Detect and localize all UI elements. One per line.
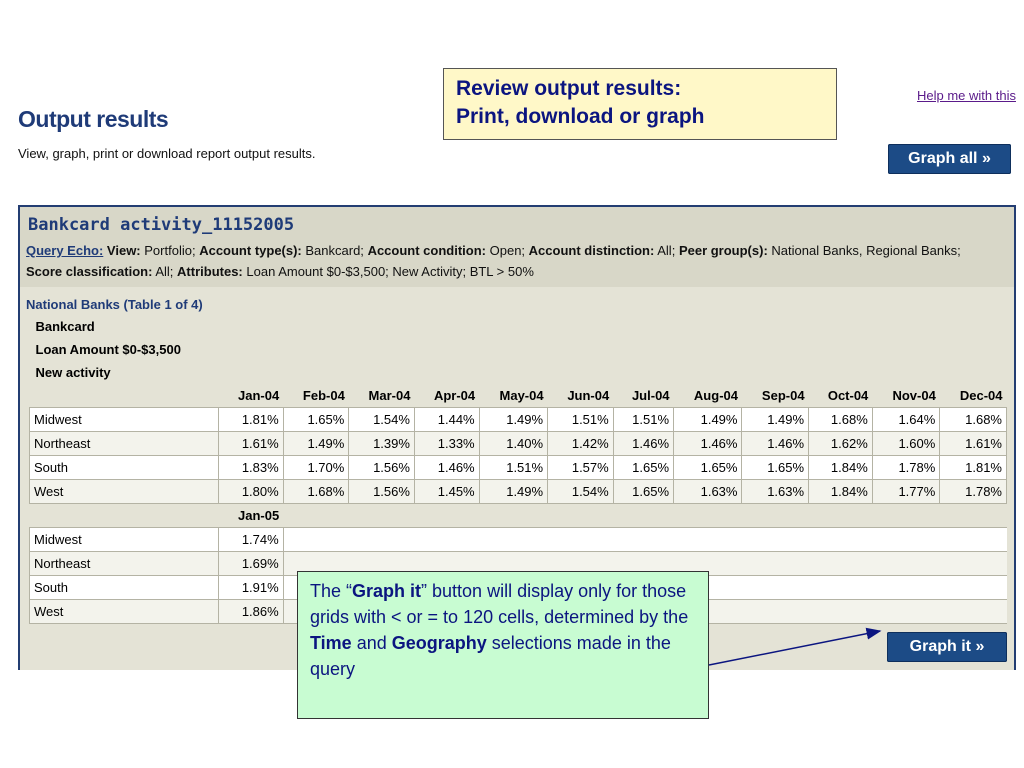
- value-cell: 1.68%: [809, 408, 873, 432]
- region-cell: West: [30, 600, 219, 624]
- value-cell: 1.63%: [742, 480, 809, 504]
- table-header-line-row: [30, 338, 1007, 361]
- callout-line-1: Review output results:: [456, 77, 682, 100]
- table-header-line-row: [30, 361, 1007, 384]
- month-header: Jan-05: [219, 504, 284, 528]
- month-header-spacer: [349, 504, 415, 528]
- qe-peer-group-label: Peer group(s):: [678, 243, 768, 258]
- qe-attributes-label: Attributes:: [177, 264, 243, 279]
- qe-account-condition-label: Account condition:: [367, 243, 486, 258]
- value-cell: 1.56%: [349, 456, 415, 480]
- table-caption: National Banks (Table 1 of 4): [26, 297, 203, 312]
- empty-cell: [940, 600, 1007, 624]
- month-header-spacer: [30, 384, 219, 408]
- month-header: May-04: [479, 384, 547, 408]
- callout-review-output: [443, 68, 837, 140]
- region-cell: South: [30, 576, 219, 600]
- month-header: Jun-04: [548, 384, 614, 408]
- value-cell: 1.77%: [872, 480, 940, 504]
- table-header-line: New activity: [30, 361, 1007, 384]
- month-header: Mar-04: [349, 384, 415, 408]
- page-subtitle: View, graph, print or download report output results.: [18, 146, 316, 161]
- value-cell: 1.49%: [479, 480, 547, 504]
- value-cell: 1.74%: [219, 528, 284, 552]
- note-geography: Geography: [391, 633, 487, 653]
- table-row: [30, 528, 1007, 552]
- value-cell: 1.62%: [809, 432, 873, 456]
- empty-cell: [283, 528, 349, 552]
- value-cell: 1.49%: [283, 432, 349, 456]
- value-cell: 1.78%: [872, 456, 940, 480]
- value-cell: 1.49%: [479, 408, 547, 432]
- table-row: [30, 480, 1007, 504]
- month-header-spacer: [674, 504, 742, 528]
- month-header: Sep-04: [742, 384, 809, 408]
- value-cell: 1.46%: [674, 432, 742, 456]
- value-cell: 1.78%: [940, 480, 1007, 504]
- value-cell: 1.91%: [219, 576, 284, 600]
- value-cell: 1.61%: [219, 432, 284, 456]
- value-cell: 1.46%: [742, 432, 809, 456]
- note-graph-it: Graph it: [352, 581, 422, 601]
- empty-cell: [809, 600, 873, 624]
- table-header-line-row: [30, 315, 1007, 338]
- callout-graph-it-note: [297, 571, 709, 719]
- empty-cell: [742, 600, 809, 624]
- month-header-spacer: [613, 504, 673, 528]
- empty-cell: [479, 528, 547, 552]
- region-cell: West: [30, 480, 219, 504]
- empty-cell: [809, 576, 873, 600]
- value-cell: 1.45%: [414, 480, 479, 504]
- note-text-1: The “: [310, 581, 353, 601]
- value-cell: 1.84%: [809, 456, 873, 480]
- query-echo: [26, 240, 986, 282]
- empty-cell: [742, 576, 809, 600]
- value-cell: 1.40%: [479, 432, 547, 456]
- table-row: [30, 408, 1007, 432]
- value-cell: 1.44%: [414, 408, 479, 432]
- value-cell: 1.64%: [872, 408, 940, 432]
- region-cell: Northeast: [30, 552, 219, 576]
- qe-attributes: Loan Amount $0-$3,500; New Activity; BTL > 50%: [246, 264, 534, 279]
- page-title: Output results: [18, 106, 169, 132]
- value-cell: 1.54%: [548, 480, 614, 504]
- empty-cell: [674, 528, 742, 552]
- value-cell: 1.83%: [219, 456, 284, 480]
- note-text-3: and: [351, 633, 392, 653]
- empty-cell: [872, 552, 940, 576]
- value-cell: 1.39%: [349, 432, 415, 456]
- help-link[interactable]: Help me with this: [917, 88, 1016, 103]
- empty-cell: [940, 552, 1007, 576]
- month-header-spacer: [283, 504, 349, 528]
- value-cell: 1.57%: [548, 456, 614, 480]
- empty-cell: [809, 552, 873, 576]
- value-cell: 1.80%: [219, 480, 284, 504]
- value-cell: 1.65%: [613, 480, 673, 504]
- value-cell: 1.81%: [219, 408, 284, 432]
- value-cell: 1.65%: [283, 408, 349, 432]
- note-text-2: ” button will display only for those grids with < or = to 120 cells, determined by the: [310, 581, 689, 627]
- empty-cell: [414, 528, 479, 552]
- empty-cell: [940, 528, 1007, 552]
- month-header: Feb-04: [283, 384, 349, 408]
- value-cell: 1.65%: [613, 456, 673, 480]
- value-cell: 1.33%: [414, 432, 479, 456]
- region-cell: South: [30, 456, 219, 480]
- qe-account-condition: Open;: [489, 243, 526, 258]
- month-header-spacer: [809, 504, 873, 528]
- month-header-spacer: [872, 504, 940, 528]
- qe-score: All;: [155, 264, 174, 279]
- value-cell: 1.46%: [414, 456, 479, 480]
- value-cell: 1.56%: [349, 480, 415, 504]
- note-time: Time: [310, 633, 352, 653]
- table-row: [30, 432, 1007, 456]
- value-cell: 1.84%: [809, 480, 873, 504]
- value-cell: 1.69%: [219, 552, 284, 576]
- month-header: Jan-04: [219, 384, 284, 408]
- empty-cell: [742, 528, 809, 552]
- empty-cell: [613, 528, 673, 552]
- empty-cell: [809, 528, 873, 552]
- query-echo-label: Query Echo:: [26, 243, 104, 258]
- report-header: [20, 207, 1014, 287]
- graph-all-button[interactable]: Graph all »: [888, 144, 1011, 174]
- region-cell: Midwest: [30, 528, 219, 552]
- note-text-4: selections made in the query: [310, 633, 671, 679]
- month-header-spacer: [30, 504, 219, 528]
- qe-account-type-label: Account type(s):: [199, 243, 302, 258]
- value-cell: 1.81%: [940, 456, 1007, 480]
- empty-cell: [872, 600, 940, 624]
- table-header-line: Loan Amount $0-$3,500: [30, 338, 1007, 361]
- graph-it-button[interactable]: Graph it »: [887, 632, 1007, 662]
- value-cell: 1.49%: [674, 408, 742, 432]
- value-cell: 1.70%: [283, 456, 349, 480]
- month-header-spacer: [479, 504, 547, 528]
- month-header: Nov-04: [872, 384, 940, 408]
- value-cell: 1.60%: [872, 432, 940, 456]
- empty-cell: [872, 576, 940, 600]
- value-cell: 1.63%: [674, 480, 742, 504]
- qe-peer-group: National Banks, Regional Banks;: [771, 243, 961, 258]
- qe-view: Portfolio;: [144, 243, 196, 258]
- value-cell: 1.51%: [548, 408, 614, 432]
- value-cell: 1.68%: [940, 408, 1007, 432]
- month-header-row: [30, 504, 1007, 528]
- qe-score-label: Score classification:: [26, 264, 153, 279]
- month-header-spacer: [742, 504, 809, 528]
- month-header: Aug-04: [674, 384, 742, 408]
- value-cell: 1.42%: [548, 432, 614, 456]
- month-header: Oct-04: [809, 384, 873, 408]
- month-header-spacer: [548, 504, 614, 528]
- region-cell: Midwest: [30, 408, 219, 432]
- month-header-spacer: [940, 504, 1007, 528]
- empty-cell: [742, 552, 809, 576]
- value-cell: 1.65%: [742, 456, 809, 480]
- table-row: [30, 456, 1007, 480]
- value-cell: 1.65%: [674, 456, 742, 480]
- report-title: Bankcard activity_11152005: [28, 215, 295, 235]
- value-cell: 1.46%: [613, 432, 673, 456]
- value-cell: 1.51%: [613, 408, 673, 432]
- value-cell: 1.54%: [349, 408, 415, 432]
- month-header: Apr-04: [414, 384, 479, 408]
- month-header-row: [30, 384, 1007, 408]
- value-cell: 1.68%: [283, 480, 349, 504]
- empty-cell: [548, 528, 614, 552]
- month-header-spacer: [414, 504, 479, 528]
- empty-cell: [349, 528, 415, 552]
- month-header: Dec-04: [940, 384, 1007, 408]
- value-cell: 1.86%: [219, 600, 284, 624]
- table-header-line: Bankcard: [30, 315, 1007, 338]
- value-cell: 1.51%: [479, 456, 547, 480]
- empty-cell: [940, 576, 1007, 600]
- empty-cell: [872, 528, 940, 552]
- callout-line-2: Print, download or graph: [456, 105, 705, 128]
- month-header: Jul-04: [613, 384, 673, 408]
- region-cell: Northeast: [30, 432, 219, 456]
- qe-account-type: Bankcard;: [305, 243, 364, 258]
- value-cell: 1.61%: [940, 432, 1007, 456]
- value-cell: 1.49%: [742, 408, 809, 432]
- qe-account-distinction-label: Account distinction:: [528, 243, 655, 258]
- qe-account-distinction: All;: [657, 243, 676, 258]
- qe-view-label: View:: [106, 243, 141, 258]
